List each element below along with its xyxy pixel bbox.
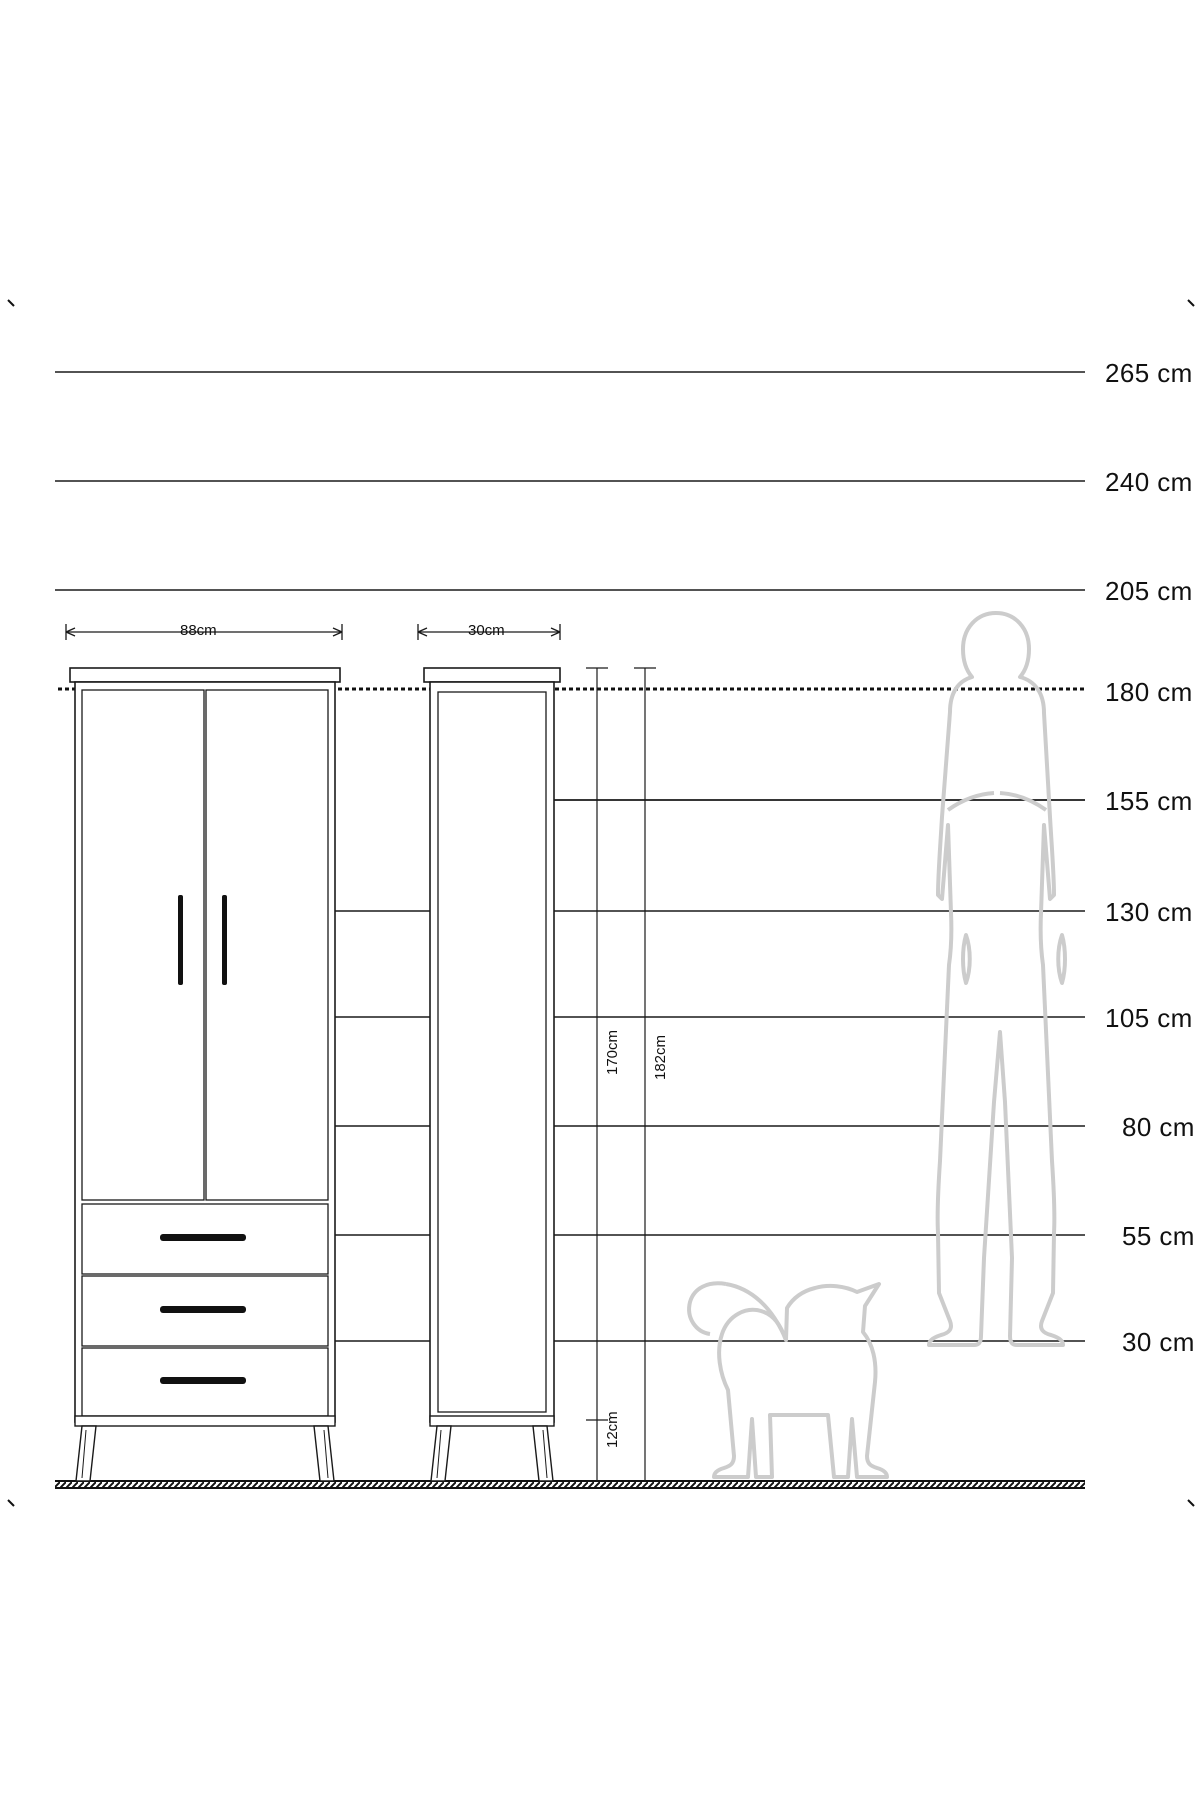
scale-label-265: 265 cm	[1105, 358, 1193, 388]
scale-label-105: 105 cm	[1105, 1003, 1193, 1033]
floor-line	[55, 1481, 1085, 1488]
scale-label-55: 55 cm	[1122, 1221, 1195, 1251]
height-label-12cm: 12cm	[604, 1411, 621, 1448]
scale-label-180: 180 cm	[1105, 677, 1193, 707]
scale-label-80: 80 cm	[1122, 1112, 1195, 1142]
cat-silhouette	[689, 1283, 887, 1477]
width-label-88cm: 88cm	[180, 622, 217, 639]
scale-label-205: 205 cm	[1105, 576, 1193, 606]
height-label-182cm: 182cm	[652, 1034, 669, 1080]
tall-narrow-cabinet	[424, 668, 560, 1481]
scale-label-130: 130 cm	[1105, 897, 1193, 927]
scale-label-155: 155 cm	[1105, 786, 1193, 816]
scale-label-240: 240 cm	[1105, 467, 1193, 497]
width-label-30cm: 30cm	[468, 622, 505, 639]
height-dimension-lines	[586, 668, 656, 1481]
scale-label-30: 30 cm	[1122, 1327, 1195, 1357]
height-label-170cm: 170cm	[604, 1029, 621, 1075]
wardrobe-cabinet	[70, 668, 340, 1481]
